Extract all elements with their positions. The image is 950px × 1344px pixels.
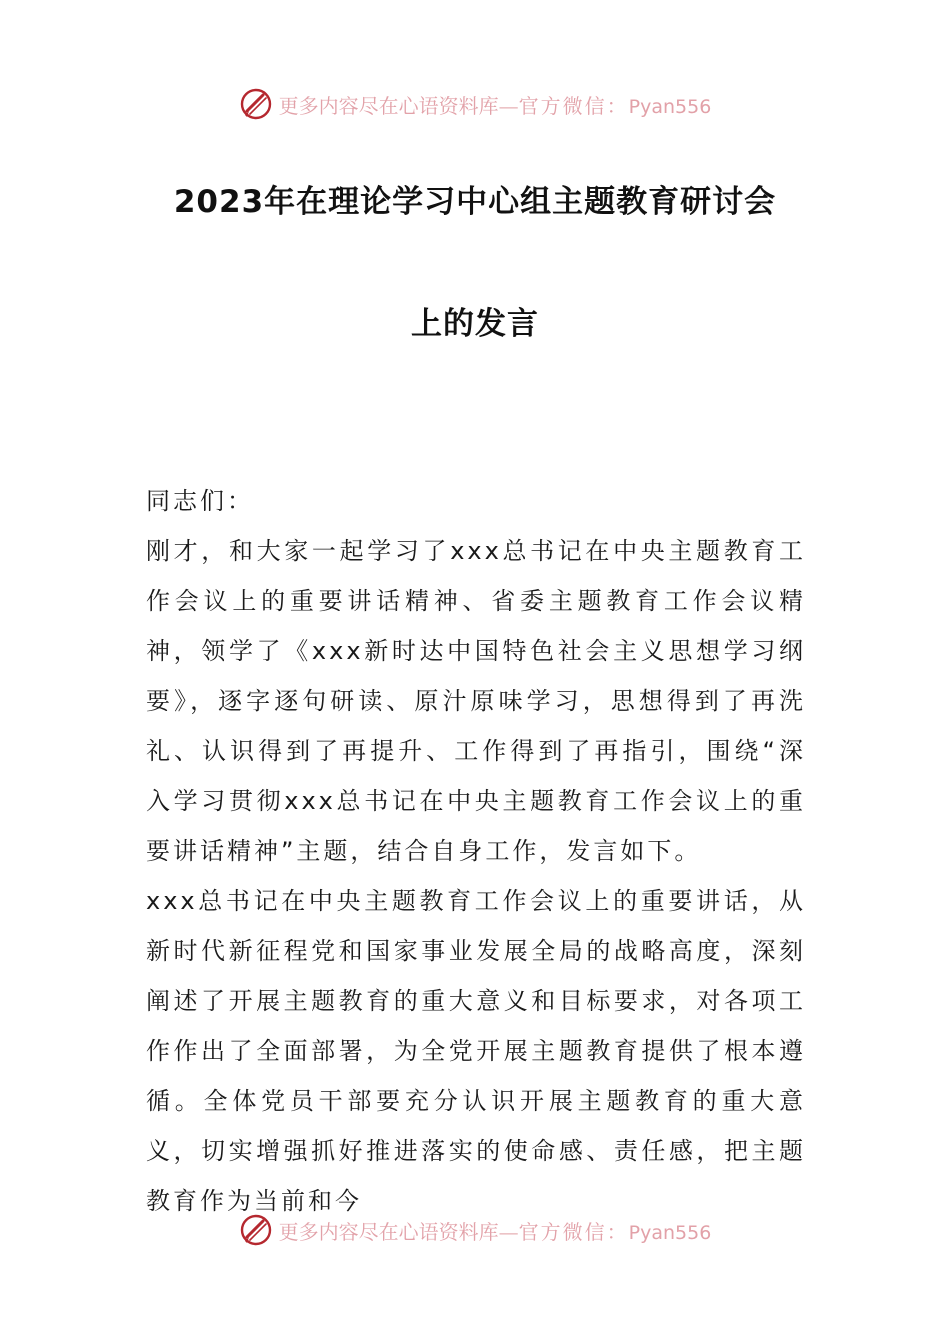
body-paragraph-1: 刚才，和大家一起学习了xxx总书记在中央主题教育工作会议上的重要讲话精神、省委主题教育工作会议精神，领学了《xxx新时达中国特色社会主义思想学习纲要》，逐字逐句研读、原汁原味学习，思想得到了再洗礼、认识得到了再提升、工作得到了再指引，围绕“深入学习贯彻xxx总书记在中央主题教育工作会议上的重要讲话精神”主题，结合自身工作，发言如下。	[146, 537, 806, 865]
watermark-id: Pyan556	[628, 95, 712, 118]
watermark-dash: —	[498, 1219, 519, 1244]
watermark-site: 更多内容尽在心语资料库	[278, 1219, 499, 1244]
watermark-label: 官方微信：	[518, 93, 629, 118]
document-body	[146, 476, 806, 1226]
watermark-site: 更多内容尽在心语资料库	[278, 93, 499, 118]
watermark-dash: —	[498, 93, 519, 118]
pen-logo-icon	[239, 1213, 273, 1247]
footer-watermark	[0, 1210, 950, 1250]
body-paragraph-2: xxx总书记在中央主题教育工作会议上的重要讲话，从新时代新征程党和国家事业发展全局的战略高度，深刻阐述了开展主题教育的重大意义和目标要求，对各项工作作出了全面部署，为全党开展主题教育提供了根本遵循。全体党员干部要充分认识开展主题教育的重大意义，切实增强抓好推进落实的使命感、责任感，把主题教育作为当前和今	[146, 887, 806, 1215]
watermark-id: Pyan556	[628, 1221, 712, 1244]
watermark-label: 官方微信：	[518, 1219, 629, 1244]
watermark-text	[279, 90, 712, 119]
pen-logo-icon	[239, 87, 273, 121]
document-title-line-1: 2023年在理论学习中心组主题教育研讨会	[173, 184, 777, 220]
document-title-line-2: 上的发言	[411, 306, 539, 342]
watermark-text	[279, 1216, 712, 1245]
salutation: 同志们：	[146, 487, 254, 515]
header-watermark	[0, 84, 950, 124]
